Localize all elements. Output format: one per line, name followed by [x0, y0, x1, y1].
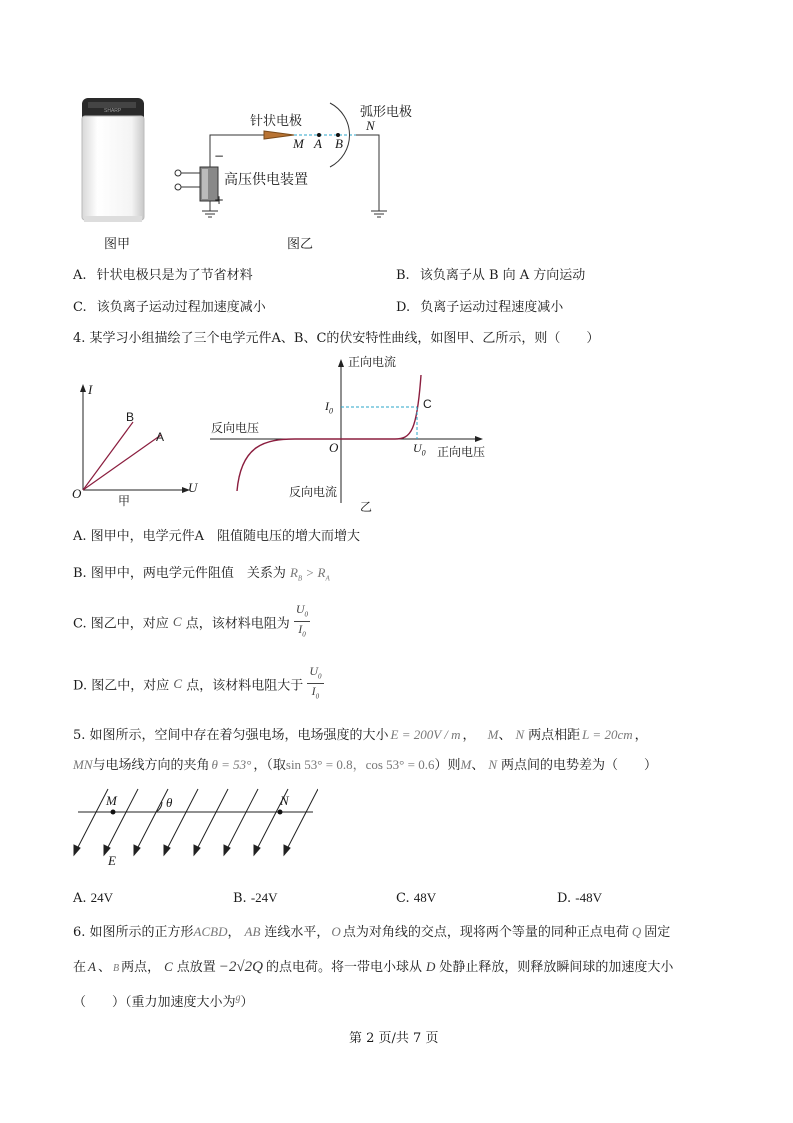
jia-x-label: U [188, 480, 198, 495]
q5-option-b[interactable]: B. -24V [233, 890, 278, 906]
jia-line-b-label: B [126, 410, 135, 424]
q3-option-c[interactable]: C. 该负离子运动过程加速度减小 [73, 300, 266, 315]
yi-caption: 乙 [360, 500, 373, 514]
page-footer: 第 2 页/共 7 页 [349, 1031, 439, 1046]
jia-origin: O [72, 486, 82, 501]
q4-option-d[interactable]: D. 图乙中，对应 C 点，该材料电阻大于 $\frac{U_0}{I_0}$ [73, 664, 324, 704]
q5-option-c[interactable]: C. 48V [396, 890, 437, 906]
label-N: N [366, 118, 375, 133]
yi-u0-label: $U_0$ [413, 441, 426, 458]
yi-pos-current: 正向电流 [348, 355, 397, 369]
q4-c-fraction: $\frac{U_0}{I_0}$ [295, 602, 309, 639]
q5-option-d[interactable]: D. -48V [557, 890, 602, 906]
q5-line-1: 5. 如图所示，空间中存在着匀强电场，电场强度的大小 E = 200V / m ， M、 N 两点相距 L = 20cm ， [73, 727, 648, 743]
q5-option-a[interactable]: A. 24V [73, 890, 114, 906]
q3-option-b[interactable]: B. 该负离子从 B 向 A 方向运动 [396, 268, 586, 283]
yi-point-c: C [423, 397, 432, 411]
q4-option-c[interactable]: C. 图乙中，对应 C 点，该材料电阻为 $\frac{U_0}{I_0}$ [73, 602, 310, 642]
label-B: B [335, 136, 343, 151]
jia-caption: 甲 [118, 494, 131, 508]
yi-pos-voltage: 正向电压 [437, 445, 486, 459]
jia-line-a-label: A [156, 430, 165, 444]
figure-yi-circuit [160, 95, 430, 225]
q4-d-fraction: $\frac{U_0}{I_0}$ [309, 664, 322, 701]
needle-electrode-label: 针状电极 [250, 114, 303, 129]
q4-option-b[interactable]: B. 图甲中，两电学元件阻值 关系为 $R_B > R_A$ [73, 565, 330, 583]
yi-i0-label: $I_0$ [325, 399, 333, 416]
purifier-brand: SHARP [104, 108, 122, 114]
caption-jia: 图甲 [104, 237, 131, 252]
q5-label-M: M [106, 793, 117, 808]
q6-line-1: 6. 如图所示的正方形ACBD， AB 连线水平， O 点为对角线的交点，现将两个等量的同种正点电荷 Q 固定 [73, 924, 671, 940]
label-M: M [293, 136, 304, 151]
q5-line-2: MN与电场线方向的夹角 θ = 53° ，（取sin 53° = 0.8，cos 53° = 0.6）则M、 N 两点间的电势差为（ ） [73, 757, 658, 773]
jia-y-label: I [88, 382, 93, 397]
figure-jia-purifier [78, 96, 150, 226]
q6-line-2: 在 A 、 B 两点， C 点放置 −2√2Q 的点电荷。将一带电小球从 D 处静止释放，则释放瞬间球的加速度大小 [73, 959, 674, 975]
plus-sign: + [214, 193, 225, 207]
q3-option-d[interactable]: D. 负离子运动过程速度减小 [396, 300, 564, 315]
q4-figure-jia [68, 380, 198, 510]
q6-line-3: （ ）（重力加速度大小为$^g$） [73, 992, 254, 1010]
q5-field-figure [68, 785, 318, 875]
power-supply-label: 高压供电装置 [224, 172, 308, 188]
q4-stem: 4. 某学习小组描绘了三个电学元件A、B、C的伏安特性曲线，如图甲、乙所示，则（ ） [73, 331, 600, 346]
q4-option-a[interactable]: A. 图甲中，电学元件A 阻值随电压的增大而增大 [73, 529, 361, 544]
q4-figure-yi [205, 353, 495, 513]
q5-label-E: E [108, 853, 116, 868]
yi-rev-current: 反向电流 [289, 485, 338, 499]
caption-yi: 图乙 [287, 237, 314, 252]
q5-label-theta: θ [166, 795, 173, 810]
minus-sign: − [214, 149, 225, 163]
arc-electrode-label: 弧形电极 [360, 105, 413, 120]
yi-origin: O [329, 440, 339, 455]
q3-option-a[interactable]: A. 针状电极只是为了节省材料 [73, 268, 253, 283]
label-A: A [314, 136, 322, 151]
q5-label-N: N [280, 793, 289, 808]
yi-rev-voltage: 反向电压 [211, 421, 260, 435]
